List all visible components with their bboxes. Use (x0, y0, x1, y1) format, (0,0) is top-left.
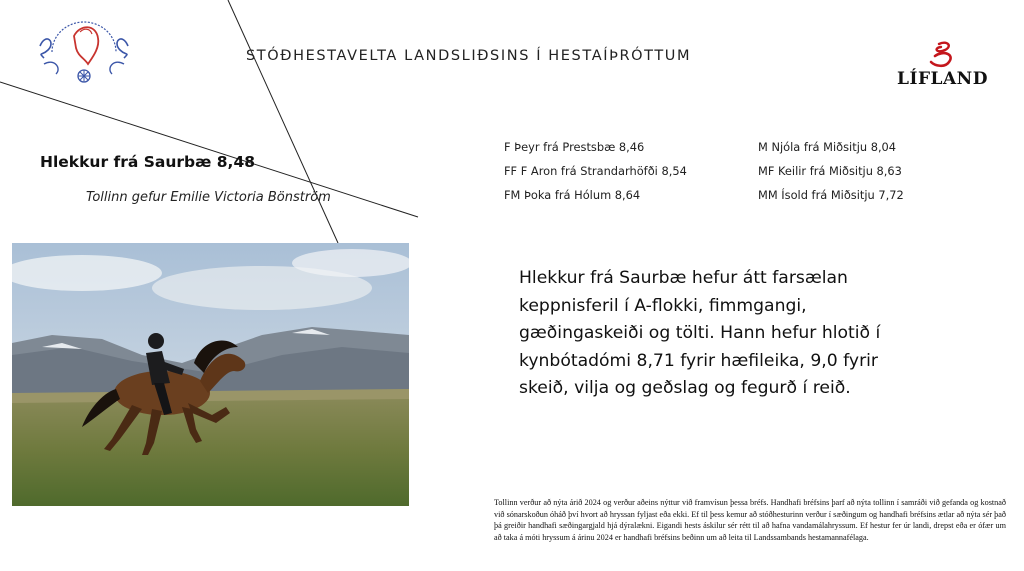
landssamband-logo (34, 12, 134, 88)
pedigree-sire: F Þeyr frá Prestsbæ 8,46 (504, 140, 645, 154)
pedigree-dam: M Njóla frá Miðsitju 8,04 (758, 140, 897, 154)
horse-photo (12, 243, 409, 506)
terms-fine-print: Tollinn verður að nýta árið 2024 og verður aðeins nýttur við framvísun þessa bréfs. Handhafi bréfsins þarf að nýta tollinn í samráði við gefanda og kostnað við sónarskoðun óháð því hvort að hryssan fyljast eða ekki. Ef til þess kemur að stóðhesturinn verður í sæðingum og handhafi bréfsins ætlar að nýta sér það þá greiðir handhafi sæðingargjald hjá dýralækni. Eigandi hests áskilur sér rétt til að hafna vandamálahryssum. Ef hestur fer úr landi, drepst eða er ófær um að taka á móti hryssum á árinu 2024 er handhafi bréfsins beðinn um að leita til Landssambands hestamannafélaga. (494, 498, 1006, 542)
header-title: STÓÐHESTAVELTA LANDSLIÐSINS Í HESTAÍÞRÓTTUM (246, 48, 692, 64)
pedigree-dam-dam: MM Ísold frá Miðsitju 7,72 (758, 188, 904, 202)
landssamband-seal-icon (34, 12, 134, 88)
donor-line: Tollinn gefur Emilie Victoria Bönström (86, 190, 331, 205)
lifland-logo (895, 40, 990, 92)
horse-name: Hlekkur frá Saurbæ 8,48 (40, 153, 256, 171)
horse-description: Hlekkur frá Saurbæ hefur átt farsælan keppnisferil í A-flokki, fimmgangi, gæðingaskeiði og tölti. Hann hefur hlotið í kynbótadómi 8,71 fyrir hæfileika, 9,0 fyrir skeið, vilja og geðslag og fegurð í reið. (519, 268, 881, 398)
pedigree-dam-sire: MF Keilir frá Miðsitju 8,63 (758, 164, 902, 178)
lifland-swirl-icon (895, 40, 990, 70)
pedigree-sire-sire: FF F Aron frá Strandarhöfði 8,54 (504, 164, 687, 178)
pedigree-sire-dam: FM Þoka frá Hólum 8,64 (504, 188, 641, 202)
rider-on-horse-icon (12, 243, 409, 506)
lifland-wordmark: LÍFLAND (897, 69, 988, 89)
